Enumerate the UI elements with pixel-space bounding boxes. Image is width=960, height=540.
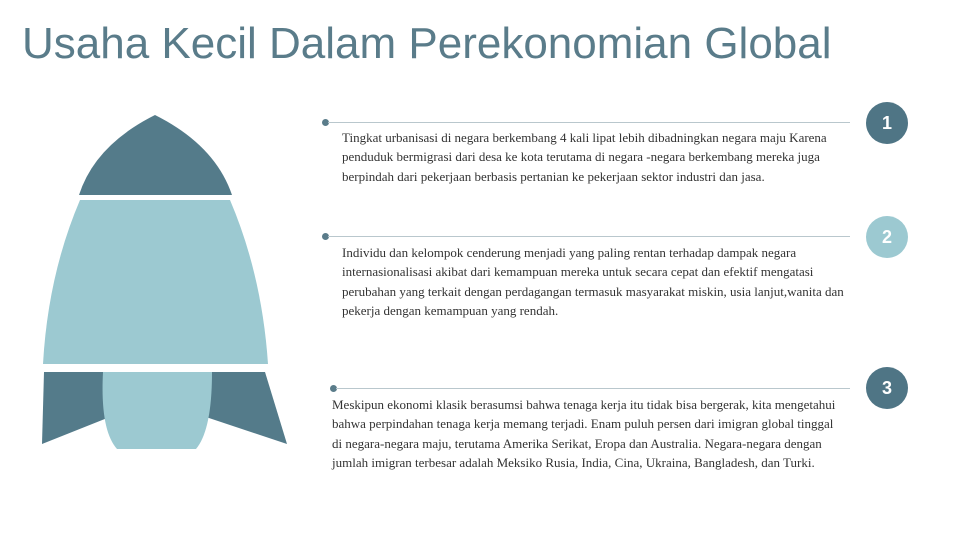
number-badge: 3 xyxy=(866,367,908,409)
rocket-nose xyxy=(79,115,232,195)
rocket-body xyxy=(43,200,268,364)
slide-title: Usaha Kecil Dalam Perekonomian Global xyxy=(22,19,832,68)
item-body: Individu dan kelompok cenderung menjadi yang paling rentan terhadap dampak negara internasionalisasi akibat dari kemampuan mereka untuk secara cepat dan efektif mengatasi perubahan yang terkait dengan perdagangan termasuk masyarakat miskin, usia lanjut,wanita dan pekerja dengan kemampuan yang rendah. xyxy=(342,245,844,319)
divider-line xyxy=(328,122,850,123)
item-body: Tingkat urbanisasi di negara berkembang 4 kali lipat lebih dibadningkan negara maju Karena penduduk bermigrasi dari desa ke kota terutama di negara -negara berkembang mereka juga berpindah dari pekerjaan berbasis pertanian ke pekerjaan sektor industri dan jasa. xyxy=(342,130,827,184)
divider-line xyxy=(336,388,850,389)
rocket-engine xyxy=(103,372,212,449)
number-badge: 1 xyxy=(866,102,908,144)
item-body: Meskipun ekonomi klasik berasumsi bahwa tenaga kerja itu tidak bisa bergerak, kita mengetahui bahwa perpindahan tenaga kerja memang terjadi. Enam puluh persen dari imigran global tinggal di negara-negara maju, terutama Amerika Serikat, Eropa dan Australia. Negara-negara dengan jumlah imigran terbesar adalah Meksiko Rusia, India, Cina, Ukraina, Bangladesh, dan Turki. xyxy=(332,397,836,471)
divider-line xyxy=(328,236,850,237)
rocket-illustration xyxy=(0,0,320,540)
number-badge: 2 xyxy=(866,216,908,258)
